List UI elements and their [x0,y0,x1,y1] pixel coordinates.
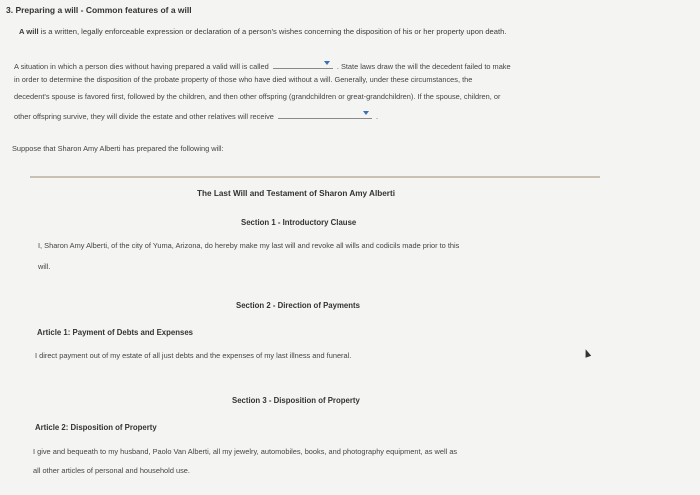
article-2-line-2: all other articles of personal and household use. [33,466,190,475]
paragraph-line-1 [14,59,511,70]
dropdown-arrow-icon [363,111,369,115]
paragraph-line-2: in order to determine the disposition of the probate property of those who have died without a will. Generally, under these circumstances, the [14,75,473,84]
definition-text: is a written, legally enforceable expression or declaration of a person's wishes concerning the disposition of his or her property upon death. [38,27,507,36]
relatives-receive-dropdown[interactable] [278,109,372,119]
divider [30,176,600,178]
suppose-text: Suppose that Sharon Amy Alberti has prepared the following will: [12,144,224,153]
section-2-heading: Section 2 - Direction of Payments [236,301,360,310]
mouse-cursor-icon [583,348,591,358]
paragraph-line-4 [14,109,378,120]
section-1-heading: Section 1 - Introductory Clause [241,218,357,227]
paragraph-line-4-a: other offspring survive, they will divide the estate and other relatives will receive [14,112,274,121]
intestate-dropdown[interactable] [273,59,333,69]
question-title: 3. Preparing a will - Common features of a will [6,5,192,15]
will-title: The Last Will and Testament of Sharon Amy Alberti [197,189,395,198]
article-2-line-1: I give and bequeath to my husband, Paolo Van Alberti, all my jewelry, automobiles, books, and photography equipment, as well as [33,447,458,456]
paragraph-line-4-b: . [376,112,379,121]
paragraph-line-3: decedent's spouse is favored first, followed by the children, and then other offspring (grandchildren or great-grandchildren). If the spouse, children, or [14,92,501,101]
paragraph-line-1-a: A situation in which a person dies without having prepared a valid will is called [14,62,269,71]
will-definition [19,27,506,36]
section-1-line-1: I, Sharon Amy Alberti, of the city of Yuma, Arizona, do hereby make my last will and revoke all wills and codicils made prior to this [38,241,460,250]
section-3-heading: Section 3 - Disposition of Property [232,396,360,405]
section-1-line-2: will. [38,262,51,271]
definition-term: A will [19,27,39,36]
article-2-heading: Article 2: Disposition of Property [35,423,157,432]
paragraph-line-1-b: . State laws draw the will the decedent failed to make [336,62,511,71]
article-1-heading: Article 1: Payment of Debts and Expenses [37,328,193,337]
dropdown-arrow-icon [324,61,330,65]
article-1-text: I direct payment out of my estate of all just debts and the expenses of my last illness and funeral. [35,351,352,360]
